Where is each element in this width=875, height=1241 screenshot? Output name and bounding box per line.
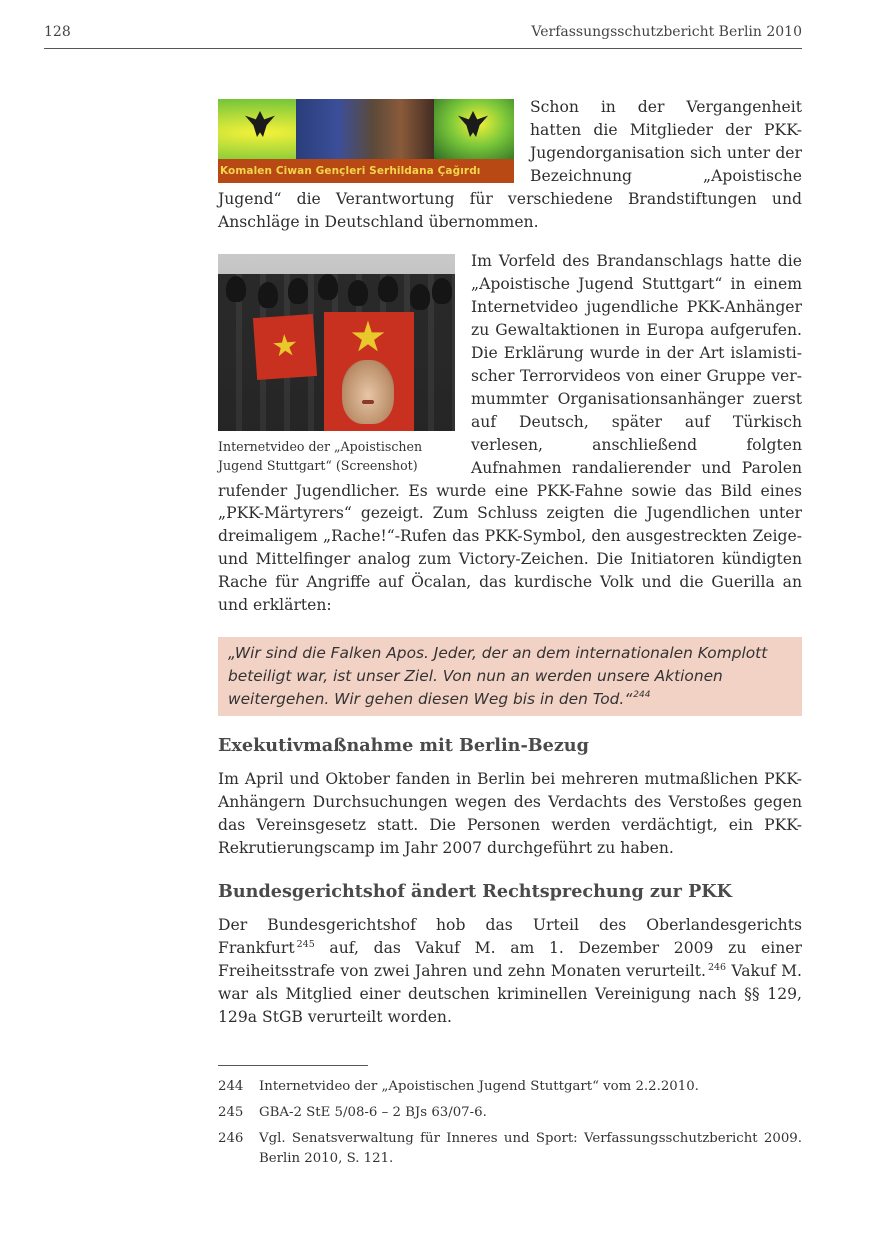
footnote — [218, 1077, 802, 1097]
text-run: Der Bundesgerichtshof hob das Urteil des Oberlandesgerichts Frankfurt — [218, 915, 802, 957]
text-run: auf, das Vakuf M. am 1. Dezember 2009 zu einer Freiheitsstrafe von zwei Jahren und zehn Monaten verurteilt. — [218, 938, 802, 980]
section-heading: Bundesgerichtshof ändert Rechtsprechung zur PKK — [218, 880, 732, 902]
footnote — [218, 1129, 802, 1169]
person-head — [432, 278, 452, 304]
footnote-number: 245 — [218, 1105, 244, 1120]
footnote-ref[interactable]: 245 — [296, 938, 315, 950]
person-head — [348, 280, 368, 306]
photo-caption: Internetvideo der „Apoistischen Jugend Stuttgart“ (Screenshot) — [218, 439, 423, 473]
star-icon — [272, 334, 298, 360]
paragraph-1: Schon in der Vergangenheit hatten die Mitglieder der PKK-Jugendorganisation sich unter der Bezeichnung „Apoistische Jugend“ die Verantwortung für verschiedene Brandstiftungen und Anschläge in Deutschland übernommen. — [218, 98, 802, 231]
portrait-mouth — [362, 400, 374, 404]
person-head — [318, 274, 338, 300]
section-paragraph: Im April und Oktober fanden in Berlin bei mehreren mutmaßlichen PKK-Anhängern Durchsuchungen wegen des Verdachts des Verstoßes gegen das Vereinsgesetz statt. Die Personen werden verdächtigt, ein PKK-Rekrutierungscamp im Jahr 2007 durchgeführt zu haben. — [218, 770, 802, 858]
page-number: 128 — [44, 24, 71, 40]
person-head — [258, 282, 278, 308]
footnote-separator — [218, 1065, 368, 1066]
footnotes — [218, 1065, 802, 1175]
banner-image — [218, 99, 514, 183]
quote-box — [218, 637, 802, 716]
quote-text: „Wir sind die Falken Apos. Jeder, der an dem internationalen Komplott beteiligt war, ist unser Ziel. Von nun an werden unsere Aktionen weitergehen. Wir gehen diesen Weg bis in den Tod.“ — [228, 643, 768, 708]
martyr-portrait — [342, 360, 394, 424]
banner-photo-collage — [296, 99, 436, 159]
footnote-text: Internetvideo der „Apoistischen Jugend Stuttgart“ vom 2.2.2010. — [259, 1079, 699, 1094]
footnote — [218, 1103, 802, 1123]
star-icon — [351, 320, 385, 354]
main-content — [218, 96, 802, 1028]
footnote-number: 246 — [218, 1131, 244, 1146]
banner-text: Komalen Ciwan Gençleri Serhildana Çağırdı — [218, 159, 514, 183]
footnote-text: Vgl. Senatsverwaltung für Inneres und Sport: Verfassungsschutzbericht 2009. Berlin 2010, S. 121. — [259, 1131, 802, 1166]
footnote-ref[interactable]: 246 — [707, 961, 727, 973]
person-head — [288, 278, 308, 304]
text-run: Vakuf M. war als Mitglied einer deutschen kriminellen Vereinigung nach §§ 129, 129a StGB verurteilt worden. — [218, 961, 802, 1026]
header-title: Verfassungsschutzbericht Berlin 2010 — [531, 24, 802, 40]
footnote-number: 244 — [218, 1079, 244, 1094]
footnote-text: GBA-2 StE 5/08-6 – 2 BJs 63/07-6. — [259, 1105, 487, 1120]
person-head — [226, 276, 246, 302]
photo-figure — [218, 254, 455, 475]
section-paragraph — [218, 914, 802, 1029]
running-header — [44, 22, 802, 49]
martyr-flag — [324, 312, 414, 431]
pkk-flag — [253, 314, 317, 380]
person-head — [378, 276, 398, 302]
person-head — [410, 284, 430, 310]
footnote-ref[interactable]: 244 — [633, 690, 651, 701]
eagle-emblem-left — [245, 111, 275, 137]
section-heading: Exekutivmaßnahme mit Berlin-Bezug — [218, 735, 589, 757]
paragraph-2: Im Vorfeld des Brandanschlags hatte die „Apoistische Jugend Stuttgart“ in einem Internetvideo jugendliche PKK-Anhänger zu Gewaltaktionen in Europa aufgerufen. Die Erklärung wurde in der Art islamistischer Terrorvideos von einer Gruppe vermummter Organisationsanhänger zuerst auf Deutsch, später auf Türkisch verlesen, anschließend folgten Aufnahmen randalierender und Parolen rufender Jugendlicher. Es wurde eine PKK-Fahne sowie das Bild eines „PKK-Märtyrers“ gezeigt. Zum Schluss zeigten die Jugendlichen unter dreimaligem „Rache!“-Rufen das PKK-Symbol, den ausgestreckten Zeige- und Mittelfinger analog zum Victory-Zeichen. Die Initiatoren kündigten Rache für Angriffe auf Öcalan, das kurdische Volk und die Guerilla an und erklärten: — [218, 252, 802, 615]
video-screenshot — [218, 254, 455, 431]
